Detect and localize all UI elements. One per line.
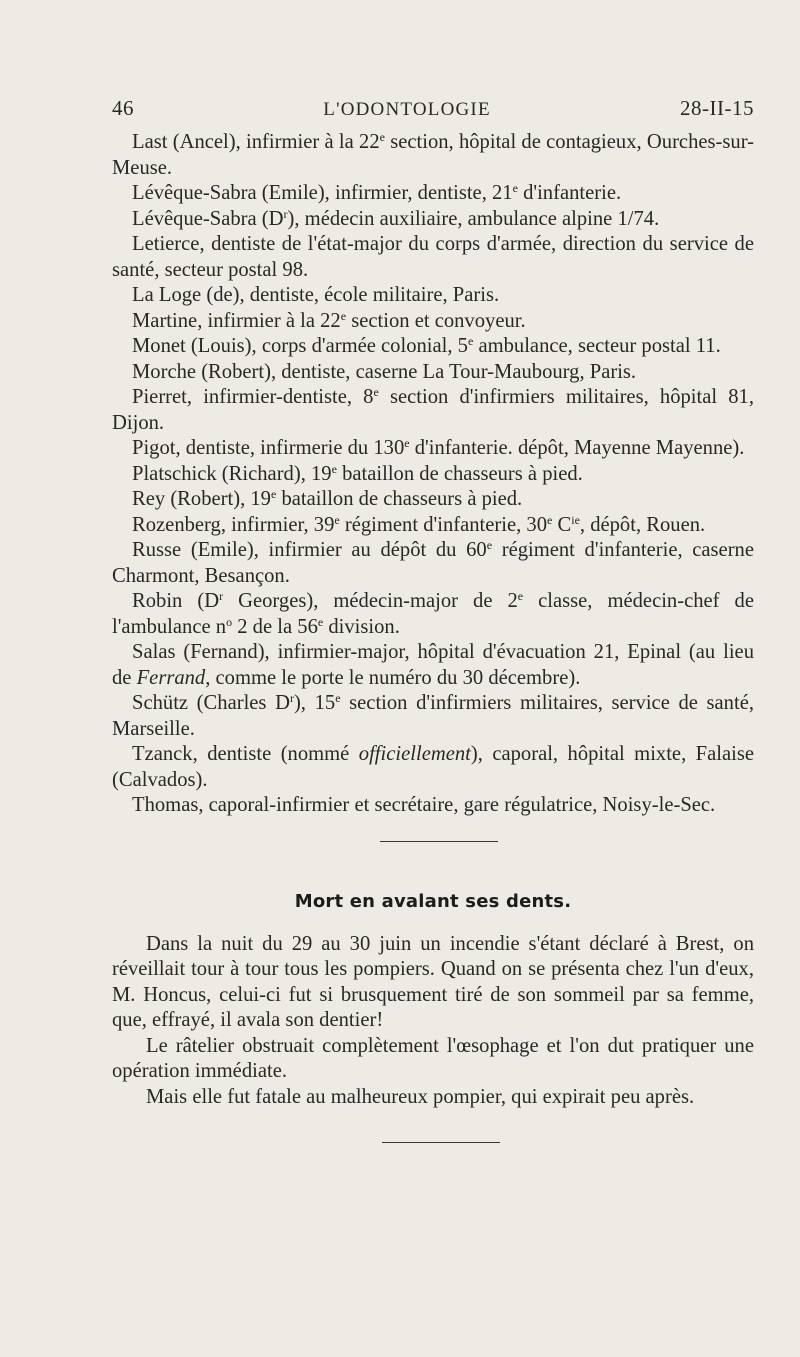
entry-text: Tzanck, dentiste (nommé [132,743,359,765]
list-item [112,207,754,233]
entry-text: Monet (Louis), corps d'armée colonial, 5 [132,335,468,357]
list-item [112,181,754,207]
entry-text: Schütz (Charles D [132,692,290,714]
superscript: e [512,181,518,195]
entry-text: , dépôt, Rouen. [579,513,706,536]
entry-text: Morche (Robert), dentiste, caserne La Tour-Maubourg, Paris. [132,360,637,383]
entry-text: bataillon de chasseurs à pied. [276,488,523,510]
list-item [112,589,754,640]
article-body [112,932,754,1111]
list-item [112,232,754,283]
list-item [112,640,754,691]
list-item [112,691,754,742]
entry-text: régiment d'infanterie, caserne Charmont, Besançon. [112,539,754,587]
list-item [112,360,754,386]
entry-text: Georges), médecin-major de 2 [223,590,518,612]
superscript: e [331,461,337,476]
entry-text: section d'infirmiers militaires, service de santé, Marseille. [112,692,754,740]
superscript: e [486,538,493,552]
list-item [112,130,754,181]
entry-text: Letierce, dentiste de l'état-major du corps d'armée, direction du service de santé, secteur postal 98. [112,233,754,281]
list-item [112,462,754,488]
superscript: e [373,385,379,399]
entry-text: Pierret, infirmier-dentiste, 8 [132,386,374,408]
issue-date: 28-II-15 [680,96,754,120]
italic-text: officiellement [358,743,471,765]
entry-text: Thomas, caporal-infirmier et secrétaire, gare régulatrice, Noisy-le-Sec. [132,794,716,816]
superscript: e [270,487,277,501]
list-item [112,742,754,793]
entry-text: Pigot, dentiste, infirmerie du 130 [132,437,405,459]
entry-text: bataillon de chasseurs à pied. [336,462,583,485]
entry-text: Lévêque-Sabra (Emile), infirmier, dentiste, 21 [132,182,513,204]
running-head [112,96,754,126]
superscript: e [379,130,385,144]
superscript: e [517,589,524,603]
section-title: Mort en avalant ses dents. [294,890,572,912]
entry-text: Russe (Emile), infirmier au dépôt du 60 [132,539,487,561]
document-page [112,96,754,1143]
list-item [112,793,754,819]
journal-title: L'ODONTOLOGIE [323,99,491,120]
entry-text: Rozenberg, infirmier, 39 [132,513,335,536]
paragraph: Dans la nuit du 29 au 30 juin un incendie s'étant déclaré à Brest, on réveillait tour à tour tous les pompiers. Quand on se présenta chez l'un d'eux, M. Honcus, celui-ci fut si brusquement tiré de son sommeil par sa femme, que, effrayé, il avala son dentier! [112,932,754,1031]
list-item [112,487,754,513]
superscript: e [335,691,341,705]
list-item [112,385,754,436]
entry-text: d'infanterie. dépôt, Mayenne Mayenne). [409,437,745,459]
entry-text: d'infanterie. [517,182,622,204]
list-item [112,436,754,462]
entry-text: ), 15 [293,692,336,714]
entry-text: Lévêque-Sabra (D [132,207,284,230]
entry-text: Rey (Robert), 19 [132,488,271,510]
superscript: e [467,334,474,348]
entry-text: classe, médecin-chef de l'ambulance n [112,590,754,638]
entry-text: Martine, infirmier à la 22 [132,309,341,332]
paragraph: Mais elle fut fatale au malheureux pompier, qui expirait peu après. [146,1085,695,1108]
entry-text: section d'infirmiers militaires, hôpital 81, Dijon. [112,386,754,434]
entry-text: ambulance, secteur postal 11. [473,335,721,357]
entry-text: Platschick (Richard), 19 [132,462,332,485]
entry-text: section et convoyeur. [346,309,526,332]
entry-text: C [552,513,572,536]
separator-rule [380,841,498,842]
list-item [112,513,754,539]
superscript: e [334,512,340,527]
paragraph: Le râtelier obstruait complètement l'œsophage et l'on dut pratiquer une opération immédiate. [112,1034,754,1082]
entry-text: ), médecin auxiliaire, ambulance alpine 1/74. [287,207,660,230]
entry-list [112,130,754,819]
entry-text: Robin (D [132,590,220,612]
end-rule [382,1142,500,1143]
entry-text: ), caporal, hôpital mixte, Falaise (Calvados). [112,743,754,791]
list-item [112,283,754,309]
entry-text: section, hôpital de contagieux, Ourches-sur-Meuse. [112,131,754,179]
superscript: e [404,436,410,450]
entry-text: Salas (Fernand), infirmier-major, hôpital d'évacuation 21, Epinal (au lieu de [112,641,754,689]
entry-text: Last (Ancel), infirmier à la 22 [132,131,380,153]
superscript: e [317,614,324,629]
superscript: r [219,589,224,603]
superscript: r [289,691,294,705]
entry-text: régiment d'infanterie, 30 [339,513,548,536]
superscript: r [283,206,288,221]
superscript: e [340,308,347,323]
entry-text: 2 de la 56 [232,615,318,638]
superscript: e [547,512,553,527]
entry-text: La Loge (de), dentiste, école militaire, Paris. [132,284,500,306]
entry-text: division. [323,615,400,638]
entry-text: , comme le porte le numéro du 30 décembre). [205,666,581,689]
superscript: ie [571,512,580,527]
list-item [112,334,754,360]
page-number: 46 [112,96,134,120]
list-item [112,538,754,589]
list-item [112,309,754,335]
superscript: o [226,614,233,629]
italic-text: Ferrand [136,666,206,689]
